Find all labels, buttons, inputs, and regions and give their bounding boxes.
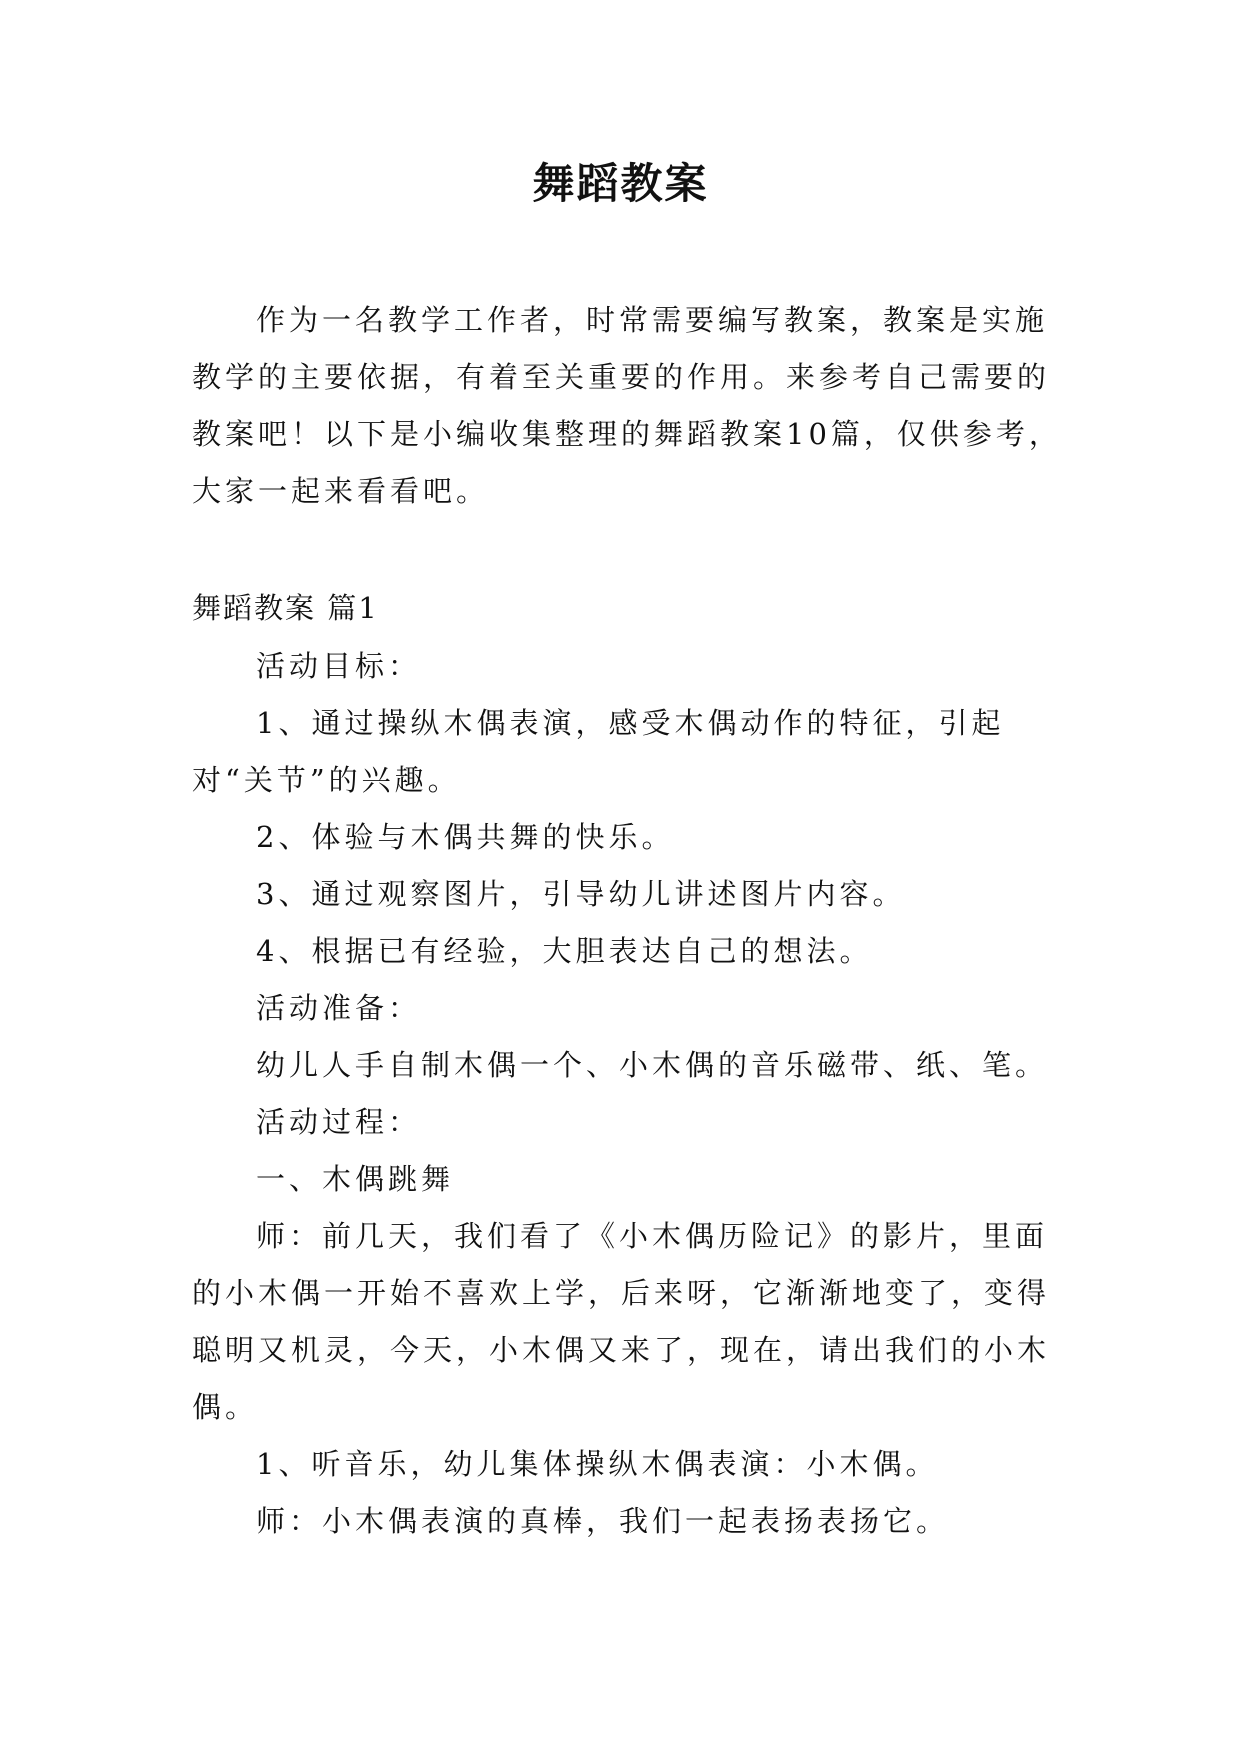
paragraph: 4、根据已有经验，大胆表达自己的想法。 — [256, 934, 873, 968]
paragraph: 活动目标： — [256, 649, 422, 683]
paragraph: 1、通过操纵木偶表演，感受木偶动作的特征，引起对“关节”的兴趣。 — [192, 706, 1005, 797]
paragraph: 1、听音乐，幼儿集体操纵木偶表演：小木偶。 — [256, 1447, 939, 1481]
paragraph: 幼儿人手自制木偶一个、小木偶的音乐磁带、纸、笔。 — [256, 1048, 1049, 1082]
intro-section — [192, 292, 1062, 520]
paragraph: 师：小木偶表演的真棒，我们一起表扬表扬它。 — [256, 1504, 950, 1538]
document-title: 舞蹈教案 — [532, 159, 709, 208]
section-body — [192, 638, 1062, 1550]
paragraph: 活动过程： — [256, 1105, 422, 1139]
paragraph: 一、木偶跳舞 — [256, 1162, 455, 1196]
intro-paragraph: 作为一名教学工作者，时常需要编写教案，教案是实施教学的主要依据，有着至关重要的作用。来参考自己需要的教案吧！以下是小编收集整理的舞蹈教案10篇，仅供参考，大家一起来看看吧。 — [192, 303, 1062, 508]
section-heading: 舞蹈教案 篇1 — [192, 591, 379, 625]
paragraph: 活动准备： — [256, 991, 422, 1025]
paragraph: 师：前几天，我们看了《小木偶历险记》的影片，里面的小木偶一开始不喜欢上学，后来呀，它渐渐地变了，变得聪明又机灵，今天，小木偶又来了，现在，请出我们的小木偶。 — [192, 1219, 1051, 1424]
paragraph: 3、通过观察图片，引导幼儿讲述图片内容。 — [256, 877, 906, 911]
paragraph: 2、体验与木偶共舞的快乐。 — [256, 820, 675, 854]
